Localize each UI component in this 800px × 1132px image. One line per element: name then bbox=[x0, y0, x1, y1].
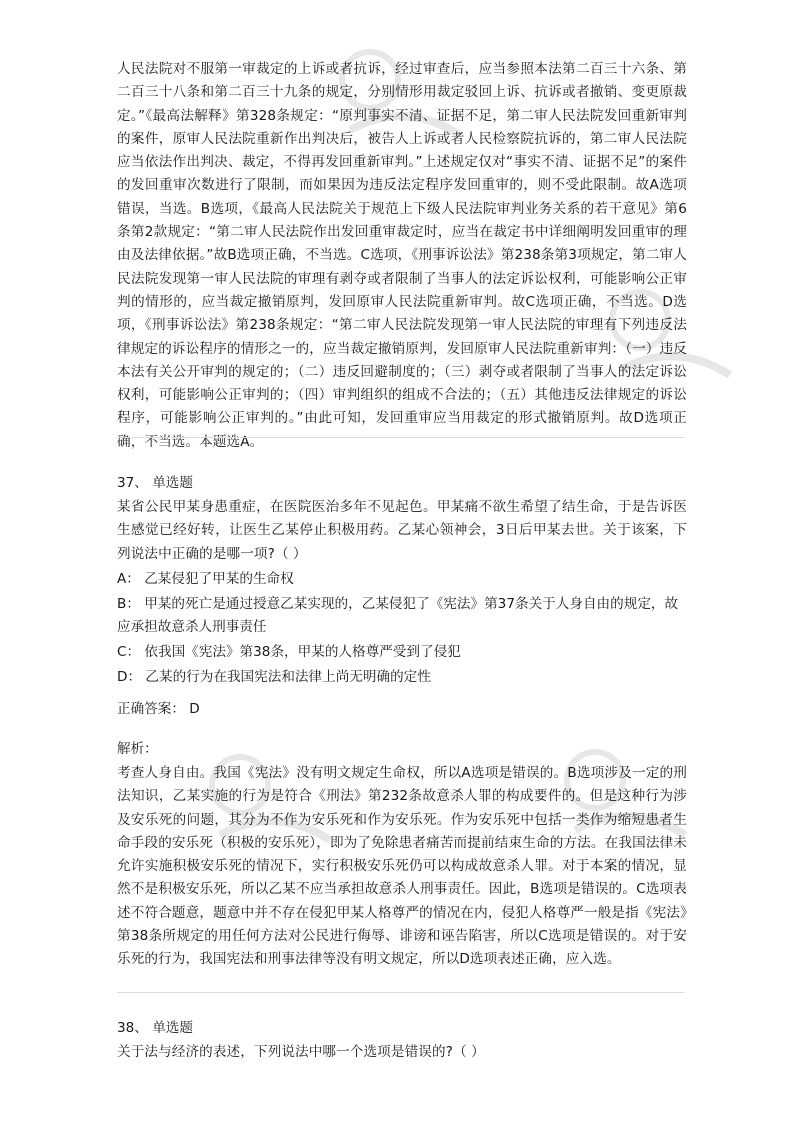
option-d: D： 乙某的行为在我国宪法和法律上尚无明确的定性 bbox=[117, 668, 431, 685]
analysis-text: 考查人身自由。我国《宪法》没有明文规定生命权，所以A选项是错误的。B选项涉及一定的刑法知识，乙某实施的行为是符合《刑法》第232条故意杀人罪的构成要件的。但是这种行为涉及安乐死的问题，其分为不作为安乐死和作为安乐死。作为安乐死中包括一类作为缩短患者生命手段的安乐死（积极的安乐死），即为了免除患者痛苦而提前结束生命的方法。在我国法律未允许实施积极安乐死的情况下，实行积极安乐死仍可以构成故意杀人罪。对于本案的情况，显然不是积极安乐死，所以乙某不应当承担故意杀人刑事责任。因此，B选项是错误的。C选项表述不符合题意，题意中并不存在侵犯甲某人格尊严的情况在内，侵犯人格尊严一般是指《宪法》第38条所规定的用任何方法对公民进行侮辱、诽谤和诬告陷害，所以C选项是错误的。对于安乐死的行为，我国宪法和刑事法律等没有明文规定，所以D选项表述正确，应入选。 bbox=[117, 765, 687, 968]
question-37-stem: 某省公民甲某身患重症，在医院医治多年不见起色。甲某痛不欲生希望了结生命，于是告诉医生感觉已经好转，让医生乙某停止积极用药。乙某心领神会，3日后甲某去世。关于该案，下列说法中正确的是哪一项?（ ） bbox=[117, 499, 687, 562]
question-38-stem: 关于法与经济的表述，下列说法中哪一个选项是错误的?（ ） bbox=[117, 1044, 485, 1060]
analysis-label: 解析： bbox=[117, 741, 158, 757]
correct-answer: 正确答案： D bbox=[117, 701, 200, 717]
option-a: A： 乙某侵犯了甲某的生命权 bbox=[117, 570, 294, 587]
question-37-body bbox=[117, 496, 687, 689]
analysis-body bbox=[117, 762, 687, 972]
option-b: B： 甲某的死亡是通过授意乙某实现的，乙某侵犯了《宪法》第37条关于人身自由的规定，故应承担故意杀人刑事责任 bbox=[117, 595, 679, 635]
previous-explanation bbox=[117, 58, 687, 454]
question-37-header: 37、 单选题 bbox=[117, 475, 193, 491]
divider-2 bbox=[117, 992, 685, 993]
option-c: C： 依我国《宪法》第38条，甲某的人格尊严受到了侵犯 bbox=[117, 643, 461, 660]
explanation-paragraph: 人民法院对不服第一审裁定的上诉或者抗诉，经过审查后，应当参照本法第二百三十六条、第二百三十八条和第二百三十九条的规定，分别情形用裁定驳回上诉、抗诉或者撤销、变更原裁定。”《最高法解释》第328条规定：“原判事实不清、证据不足，第二审人民法院发回重新审判的案件，原审人民法院重新作出判决后，被告人上诉或者人民检察院抗诉的，第二审人民法院应当依法作出判决、裁定，不得再发回重新审判。”上述规定仅对“事实不清、证据不足”的案件的发回重审次数进行了限制，而如果因为违反法定程序发回重审的，则不受此限制。故A选项错误，当选。B选项，《最高人民法院关于规范上下级人民法院审判业务关系的若干意见》第6条第2款规定：“第二审人民法院作出发回重审裁定时，应当在裁定书中详细阐明发回重审的理由及法律依据。”故B选项正确，不当选。C选项，《刑事诉讼法》第238条第3项规定，第二审人民法院发现第一审人民法院的审理有剥夺或者限制了当事人的法定诉讼权利，可能影响公正审判的情形的，应当裁定撤销原判，发回原审人民法院重新审判。故C选项正确，不当选。D选项，《刑事诉讼法》第238条规定：“第二审人民法院发现第一审人民法院的审理有下列违反法律规定的诉讼程序的情形之一的，应当裁定撤销原判，发回原审人民法院重新审判：（一）违反本法有关公开审判的规定的；（二）违反回避制度的；（三）剥夺或者限制了当事人的法定诉讼权利，可能影响公正审判的；（四）审判组织的组成不合法的；（五）其他违反法律规定的诉讼程序，可能影响公正审判的。”由此可知，发回重审应当用裁定的形式撤销原判。故D选项正确，不当选。本题选A。 bbox=[117, 61, 687, 450]
divider-1 bbox=[117, 437, 685, 438]
question-38-body bbox=[117, 1041, 687, 1064]
question-38-header: 38、 单选题 bbox=[117, 1020, 193, 1036]
